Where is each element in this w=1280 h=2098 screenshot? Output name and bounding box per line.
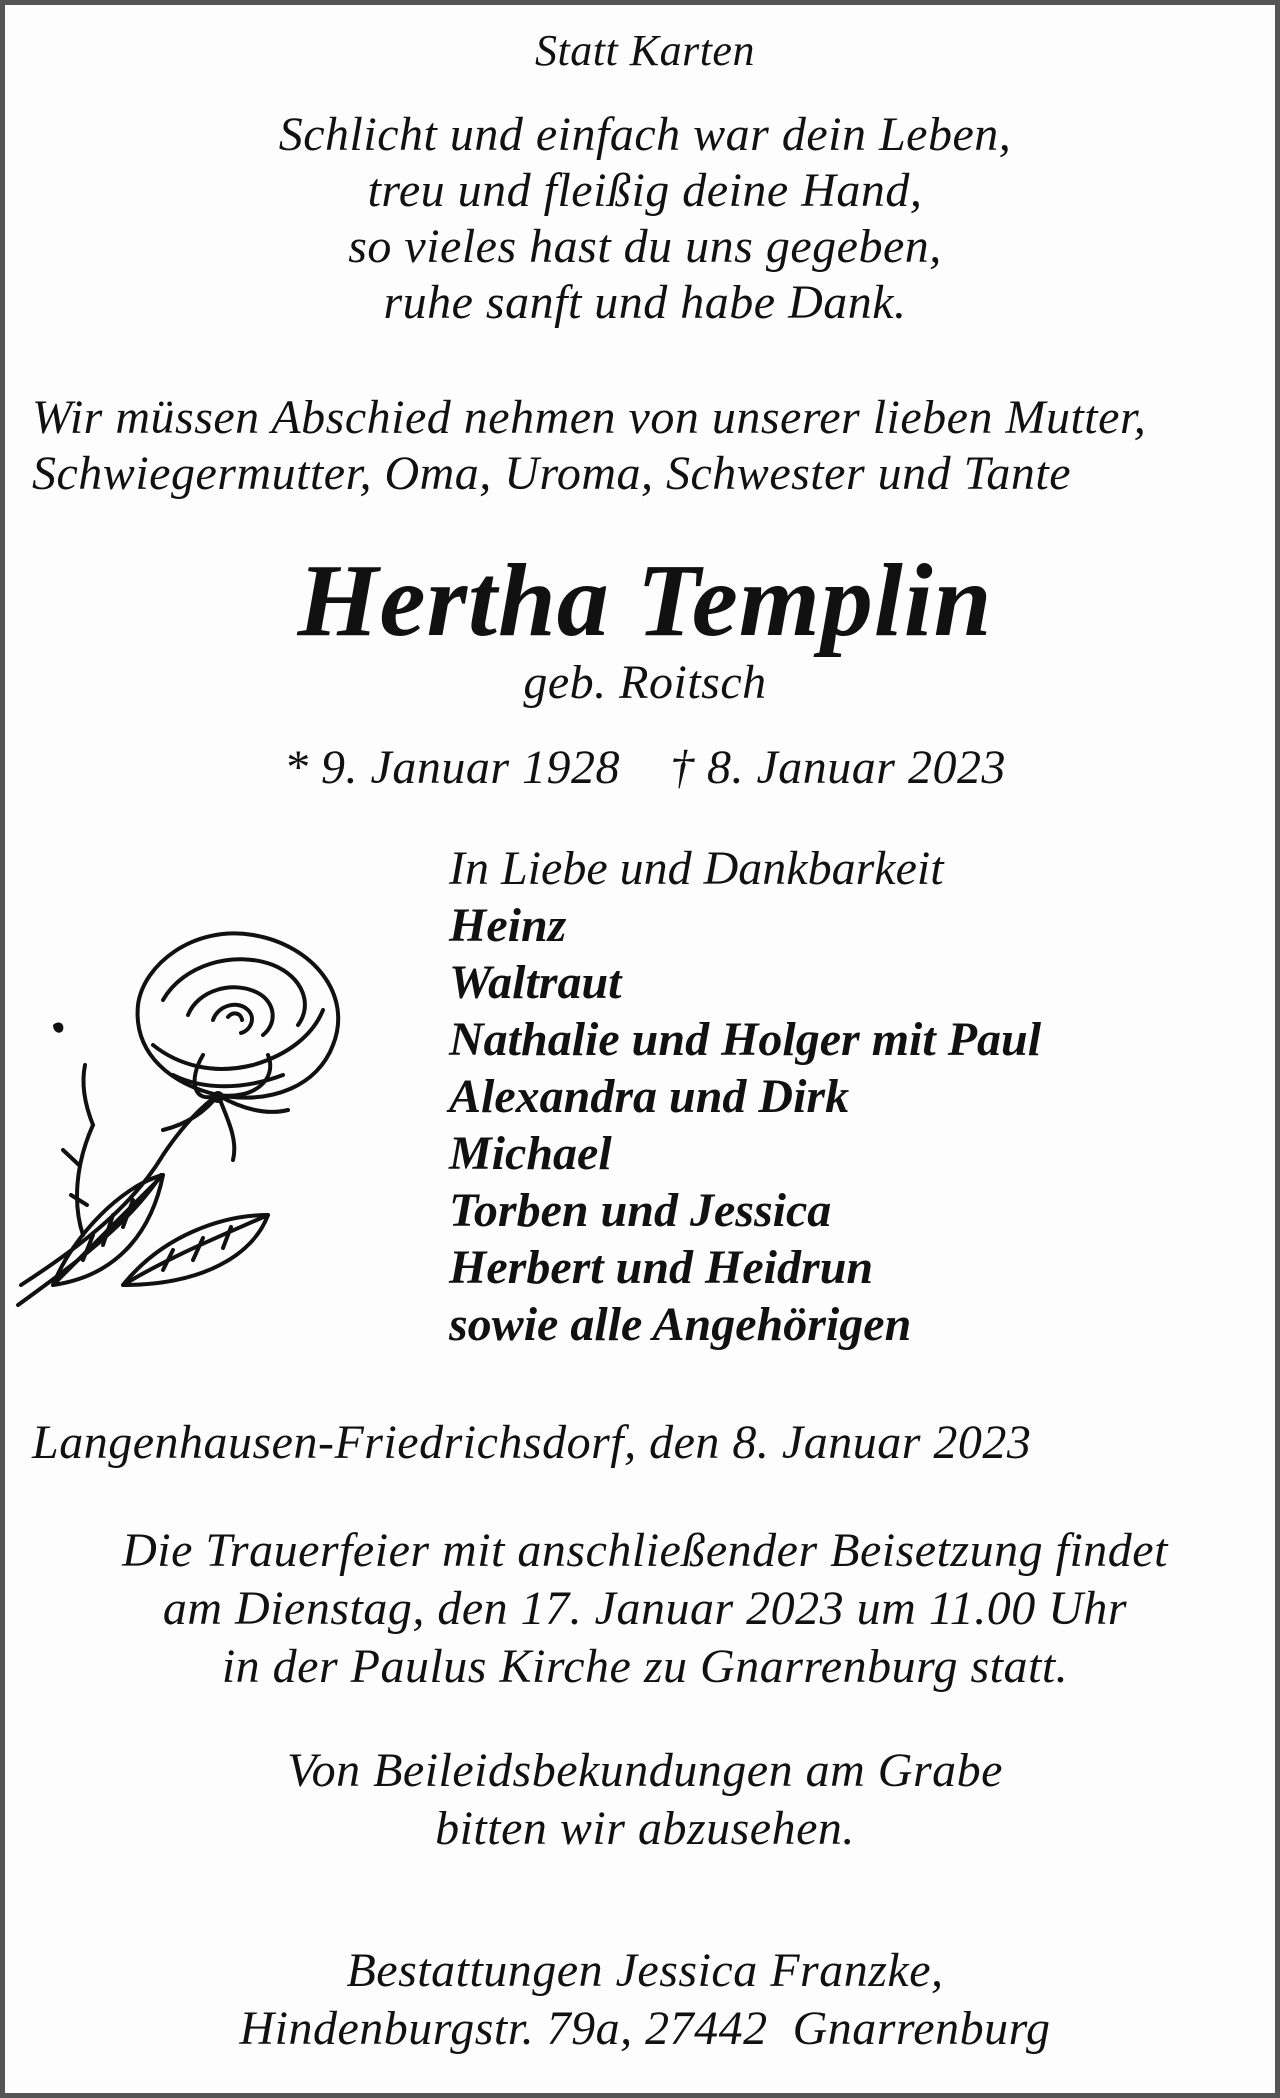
funeral-line: Die Trauerfeier mit anschließender Beisetzung findet	[122, 1524, 1168, 1577]
funeral-line: am Dienstag, den 17. Januar 2023 um 11.00 Uhr	[162, 1582, 1128, 1635]
mourners-intro: In Liebe und Dankbarkeit	[449, 842, 944, 895]
mourner-name: Waltraut	[449, 956, 622, 1009]
mourner-name: sowie alle Angehörigen	[449, 1298, 912, 1351]
poem-line: so vieles hast du uns gegeben,	[348, 220, 942, 273]
mourner-name: Alexandra und Dirk	[449, 1070, 850, 1123]
rose-icon	[13, 905, 353, 1325]
intro-line: Wir müssen Abschied nehmen von unserer lieben Mutter,	[32, 391, 1147, 444]
mourner-name: Nathalie und Holger mit Paul	[449, 1013, 1042, 1066]
poem-line: Schlicht und einfach war dein Leben,	[278, 108, 1012, 161]
poem-line: ruhe sanft und habe Dank.	[383, 276, 907, 329]
poem-line: treu und fleißig deine Hand,	[367, 164, 923, 217]
place-date: Langenhausen-Friedrichsdorf, den 8. Januar 2023	[32, 1416, 1032, 1469]
request-line: bitten wir abzusehen.	[435, 1802, 855, 1855]
deceased-name: Hertha Templin	[297, 543, 993, 658]
undertaker-line: Hindenburgstr. 79a, 27442 Gnarrenburg	[239, 2002, 1051, 2055]
header-text: Statt Karten	[535, 26, 755, 75]
request-line: Von Beileidsbekundungen am Grabe	[287, 1744, 1003, 1797]
life-dates: * 9. Januar 1928 † 8. Januar 2023	[284, 741, 1006, 794]
mourner-name: Herbert und Heidrun	[449, 1241, 874, 1294]
funeral-line: in der Paulus Kirche zu Gnarrenburg statt.	[221, 1640, 1069, 1693]
maiden-name: geb. Roitsch	[523, 656, 767, 709]
mourner-name: Torben und Jessica	[449, 1184, 832, 1237]
intro-line: Schwiegermutter, Oma, Uroma, Schwester und Tante	[32, 447, 1072, 500]
undertaker-line: Bestattungen Jessica Franzke,	[346, 1944, 944, 1997]
mourner-name: Michael	[449, 1127, 612, 1180]
mourner-name: Heinz	[449, 899, 567, 952]
